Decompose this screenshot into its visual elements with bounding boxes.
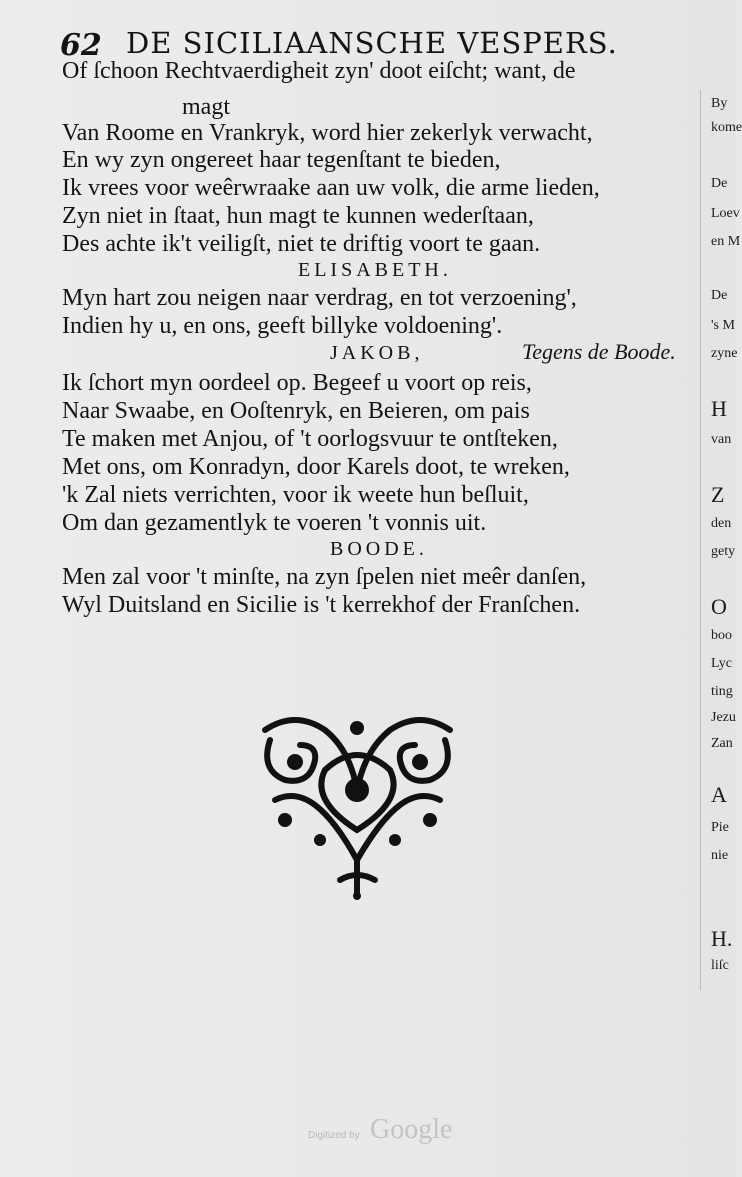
verse-line: Van Roome en Vrankryk, word hier zekerlyk verwacht, — [62, 120, 593, 146]
fragment-text: en M — [711, 234, 741, 249]
fragment-text: Loev — [711, 206, 740, 221]
fragment-text: Z — [711, 482, 725, 507]
digitized-watermark — [308, 1114, 508, 1154]
verse-line: Ik ſchort myn oordeel op. Begeef u voort op reis, — [62, 370, 532, 396]
fragment-text: H — [711, 396, 727, 421]
fragment-text: O — [711, 594, 727, 619]
verse-line: Wyl Duitsland en Sicilie is 't kerrekhof der Franſchen. — [62, 592, 581, 618]
verse-line: Indien hy u, en ons, geeft billyke voldoening'. — [62, 313, 503, 339]
verse-line: Zyn niet in ſtaat, hun magt te kunnen wederſtaan, — [62, 203, 534, 229]
fragment-text: Zan — [711, 736, 733, 751]
fragment-text: By — [711, 96, 728, 111]
fragment-text: De — [711, 288, 728, 303]
verse-line: En wy zyn ongereet haar tegenſtant te bieden, — [62, 147, 501, 173]
fragment-text: zyne — [711, 346, 738, 361]
verse-line: Te maken met Anjou, of 't oorlogsvuur te ontſteken, — [62, 426, 558, 452]
verse-line: Des achte ik't veiligſt, niet te driftig voort te gaan. — [62, 231, 541, 257]
google-logo: Google — [370, 1114, 453, 1145]
facing-page-fragments — [700, 90, 742, 990]
fragment-text: Lyc — [711, 656, 732, 671]
verse-line: Myn hart zou neigen naar verdrag, en tot verzoening', — [62, 285, 577, 311]
fragment-text: De — [711, 176, 728, 191]
fragment-text: A — [711, 782, 727, 807]
fragment-text: Pie — [711, 820, 729, 835]
fragment-text: gety — [711, 544, 736, 559]
verse-line: Of ſchoon Rechtvaerdigheit zyn' doot eiſcht; want, de — [62, 58, 576, 84]
fragment-text: nie — [711, 848, 729, 863]
ornament-vignette — [255, 710, 460, 900]
verse-line: Men zal voor 't minſte, na zyn ſpelen niet meêr danſen, — [62, 564, 587, 590]
verse-line: Met ons, om Konradyn, door Karels doot, te wreken, — [62, 454, 570, 480]
fragment-text: liſc — [711, 958, 729, 973]
fragment-text: boo — [711, 628, 732, 643]
speaker-elisabeth: ELISABETH. — [298, 259, 452, 281]
running-title: DE SICILIAANSCHE VESPERS. — [126, 26, 618, 60]
stage-direction: Tegens de Boode. — [522, 339, 676, 364]
fragment-text: 's M — [711, 318, 735, 333]
page-number: 62 — [60, 28, 102, 63]
fragment-text: van — [711, 432, 732, 447]
verse-line: magt — [182, 94, 230, 120]
speaker-jakob: JAKOB, — [330, 342, 424, 364]
fragment-text: ting — [711, 684, 733, 699]
digitized-by-label: Digitized by — [308, 1130, 360, 1141]
fragment-text: den — [711, 516, 732, 531]
verse-line: Ik vrees voor weêrwraake aan uw volk, die arme lieden, — [62, 175, 600, 201]
verse-line: Om dan gezamentlyk te voeren 't vonnis uit. — [62, 510, 487, 536]
speaker-boode: BOODE. — [330, 538, 428, 560]
fragment-text: kome — [711, 120, 742, 135]
fragment-text: Jezu — [711, 710, 736, 725]
fragment-text: H. — [711, 926, 733, 951]
verse-line: 'k Zal niets verrichten, voor ik weete hun beſluit, — [62, 482, 529, 508]
verse-line: Naar Swaabe, en Ooſtenryk, en Beieren, om pais — [62, 398, 530, 424]
